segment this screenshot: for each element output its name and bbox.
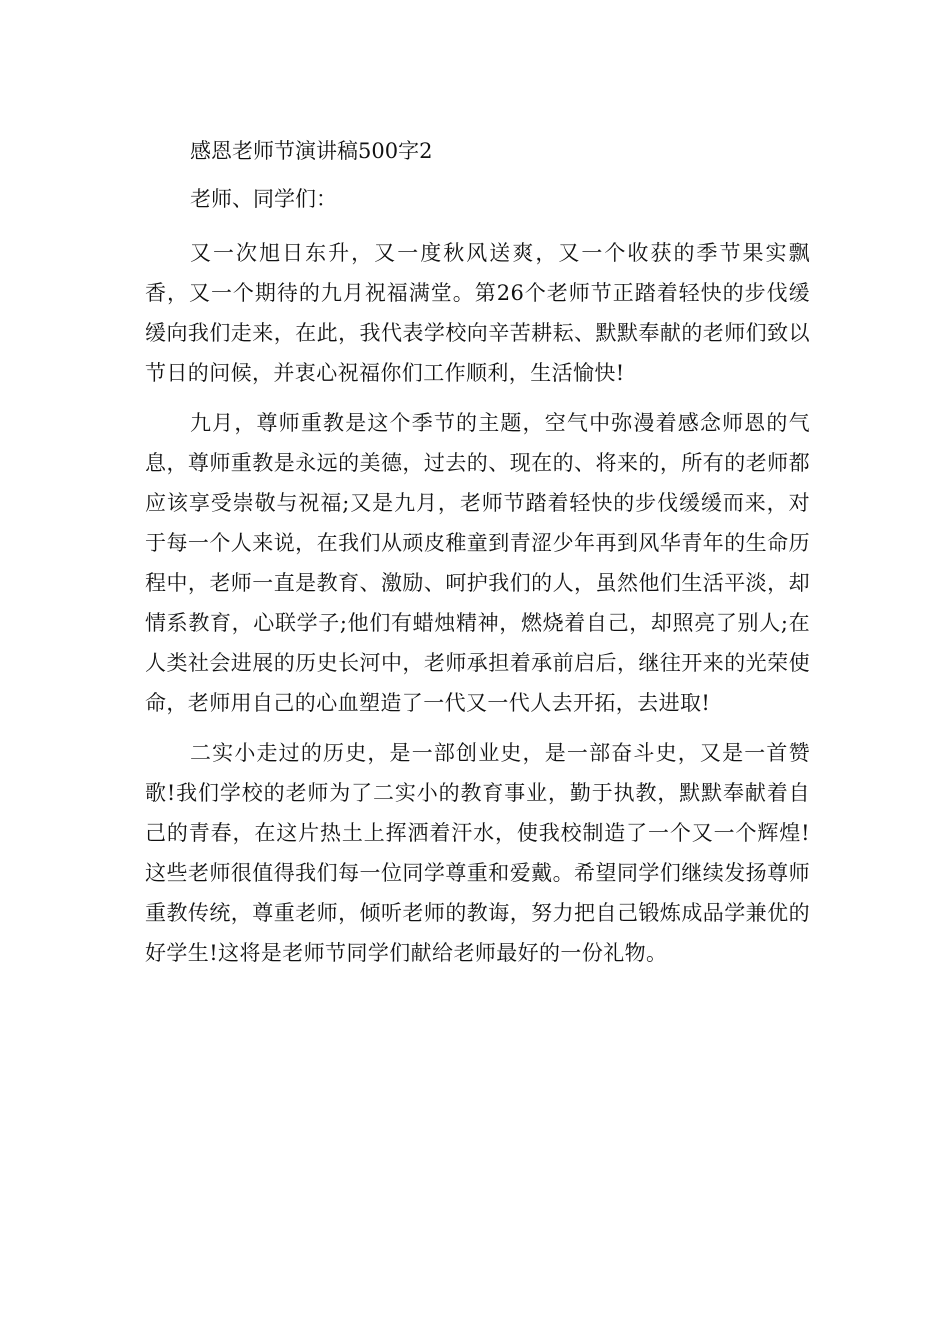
paragraph-1: 又一次旭日东升，又一度秋风送爽，又一个收获的季节果实飘香，又一个期待的九月祝福满堂。第26个老师节正踏着轻快的步伐缓缓向我们走来，在此，我代表学校向辛苦耕耘、默默奉献的老师们致以节日的问候，并衷心祝福你们工作顺利，生活愉快! xyxy=(145,241,810,385)
paragraph-3: 二实小走过的历史，是一部创业史，是一部奋斗史，又是一首赞歌!我们学校的老师为了二实小的教育事业，勤于执教，默默奉献着自己的青春，在这片热土上挥洒着汗水，使我校制造了一个又一个辉煌!这些老师很值得我们每一位同学尊重和爱戴。希望同学们继续发扬尊师重教传统，尊重老师，倾听老师的教诲，努力把自己锻炼成品学兼优的好学生!这将是老师节同学们献给老师最好的一份礼物。 xyxy=(145,741,810,965)
document-body xyxy=(145,233,810,983)
paragraph-2: 九月，尊师重教是这个季节的主题，空气中弥漫着感念师恩的气息，尊师重教是永远的美德，过去的、现在的、将来的，所有的老师都应该享受崇敬与祝福;又是九月，老师节踏着轻快的步伐缓缓而来，对于每一个人来说，在我们从顽皮稚童到青涩少年再到风华青年的生命历程中，老师一直是教育、激励、呵护我们的人，虽然他们生活平淡，却情系教育，心联学子;他们有蜡烛精神，燃烧着自己，却照亮了别人;在人类社会进展的历史长河中，老师承担着承前启后，继往开来的光荣使命，老师用自己的心血塑造了一代又一代人去开拓，去进取! xyxy=(145,411,810,715)
document-title: 感恩老师节演讲稿500字2 xyxy=(190,139,433,163)
greeting: 老师、同学们： xyxy=(190,187,337,211)
